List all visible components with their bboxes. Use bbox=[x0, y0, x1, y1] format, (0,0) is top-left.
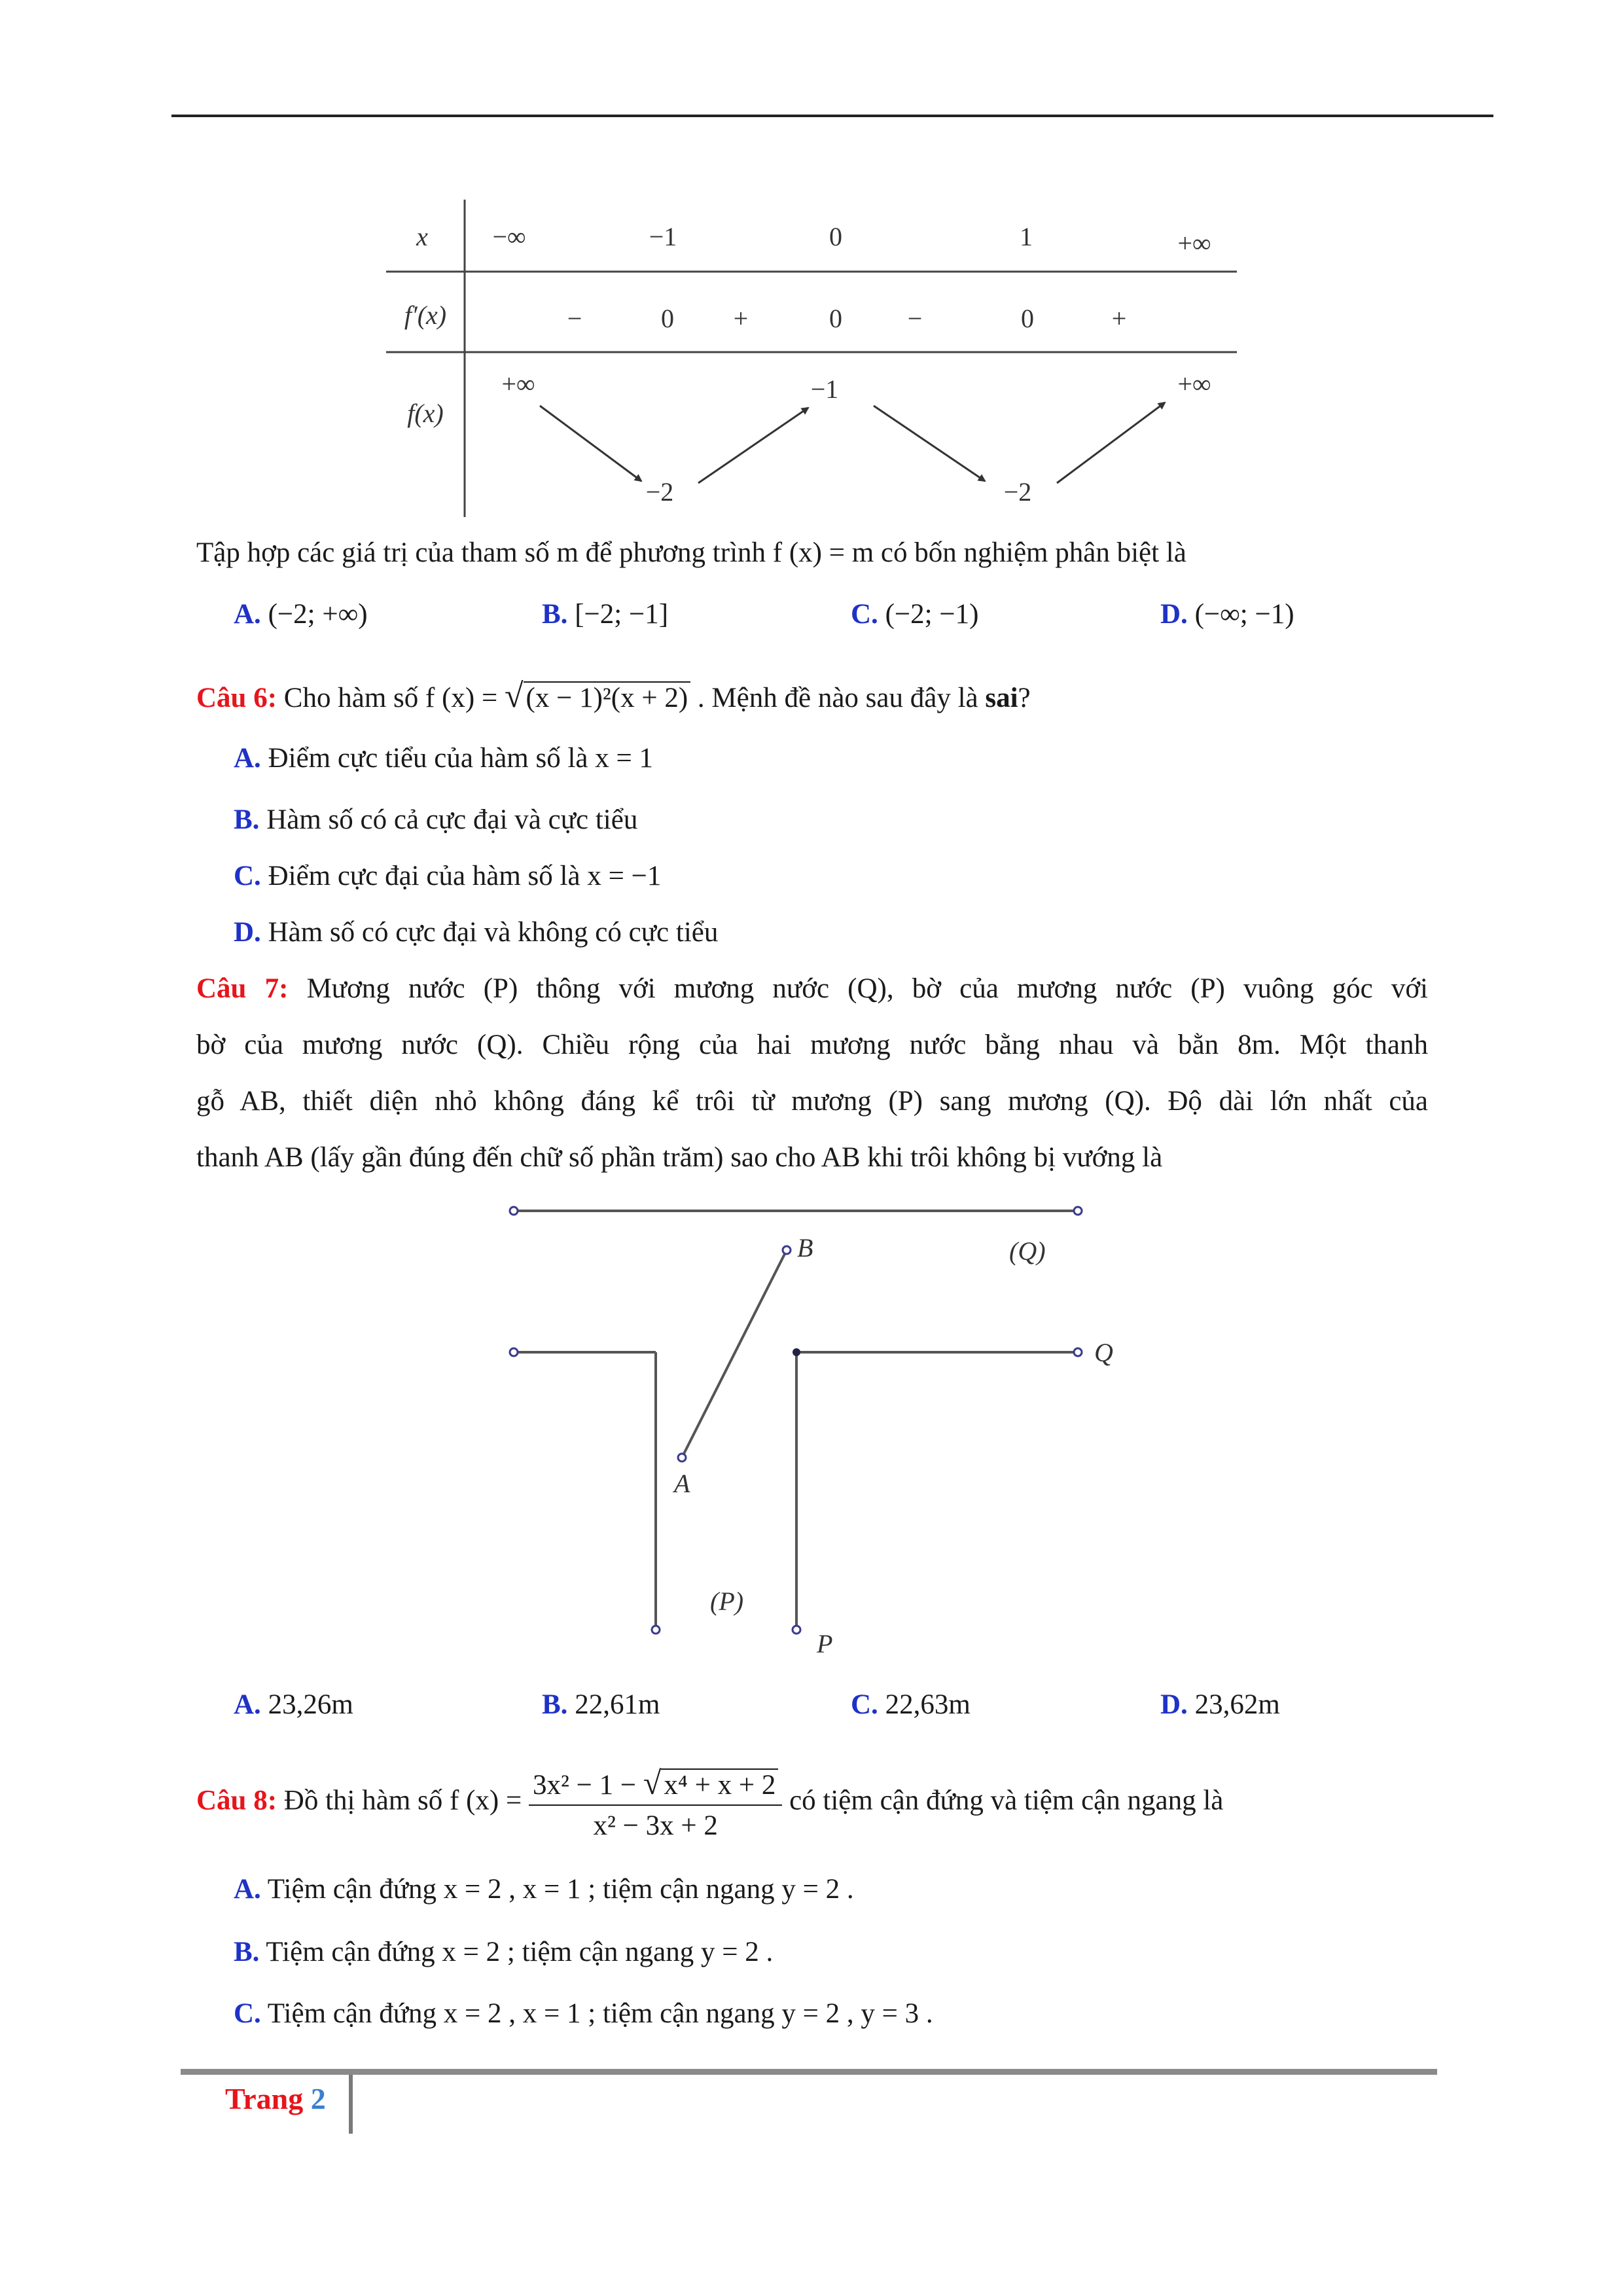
q6-stem-end: ? bbox=[1018, 683, 1031, 713]
option-label: B. bbox=[542, 1689, 568, 1720]
q7-line-3: gỗ AB, thiết diện nhỏ không đáng kể trôi từ mương (P) sang mương (Q). Độ dài lớn nhất của bbox=[196, 1086, 1428, 1117]
option-text: (−∞; −1) bbox=[1194, 599, 1294, 630]
footer-word: Trang bbox=[225, 2082, 304, 2115]
option-label: D. bbox=[234, 917, 261, 948]
option-label: D. bbox=[1160, 1689, 1188, 1720]
row-label-f: f(x) bbox=[407, 399, 444, 428]
q6-option-a[interactable] bbox=[234, 742, 653, 774]
option-text: Điểm cực tiểu của hàm số là x = 1 bbox=[268, 743, 654, 774]
q5-option-d[interactable] bbox=[1160, 598, 1294, 630]
q6-option-c[interactable] bbox=[234, 860, 661, 892]
q7-text: Mương nước (P) thông với mương nước (Q), bờ của mương nước (P) vuông góc với bbox=[306, 973, 1429, 1004]
option-text: Tiệm cận đứng x = 2 , x = 1 ; tiệm cận ngang y = 2 . bbox=[267, 1874, 854, 1905]
q8-numerator: 3x² − 1 − √x⁴ + x + 2 bbox=[529, 1764, 782, 1806]
derivative-sign: + bbox=[1111, 304, 1127, 333]
q5-stem: Tập hợp các giá trị của tham số m để phương trình f (x) = m có bốn nghiệm phân biệt là bbox=[196, 537, 1186, 568]
function-value: −1 bbox=[810, 374, 839, 404]
option-label: C. bbox=[234, 861, 261, 891]
option-text: (−2; −1) bbox=[885, 599, 979, 630]
derivative-sign: − bbox=[567, 304, 582, 333]
increase-arrow bbox=[698, 408, 808, 483]
derivative-sign: 0 bbox=[1021, 304, 1034, 333]
q7-option-d[interactable] bbox=[1160, 1689, 1280, 1721]
derivative-sign: 0 bbox=[829, 304, 842, 333]
q7-option-a[interactable] bbox=[234, 1689, 353, 1721]
decrease-arrow bbox=[874, 406, 985, 481]
option-text: Tiệm cận đứng x = 2 , x = 1 ; tiệm cận ngang y = 2 , y = 3 . bbox=[267, 1998, 933, 2029]
option-text: 22,63m bbox=[885, 1689, 971, 1720]
q8-option-b[interactable] bbox=[234, 1936, 773, 1968]
q8-option-c[interactable] bbox=[234, 1998, 933, 2030]
x-value: 0 bbox=[829, 222, 842, 251]
function-value: +∞ bbox=[501, 369, 535, 399]
option-label: B. bbox=[234, 804, 260, 835]
x-value: −1 bbox=[649, 222, 677, 251]
label-q: Q bbox=[1094, 1338, 1113, 1367]
option-label: D. bbox=[1160, 599, 1188, 630]
option-text: [−2; −1] bbox=[575, 599, 669, 630]
increase-arrow bbox=[1057, 403, 1165, 483]
x-value: 1 bbox=[1020, 222, 1033, 251]
q8-stem bbox=[196, 1764, 1223, 1842]
derivative-sign: 0 bbox=[661, 304, 674, 333]
q5-option-c[interactable] bbox=[851, 598, 978, 630]
label-b: B bbox=[797, 1233, 813, 1263]
q8-label: Câu 8: bbox=[196, 1785, 277, 1816]
beam-ab bbox=[682, 1250, 787, 1458]
q8-stem-a: Đồ thị hàm số f (x) = bbox=[283, 1785, 529, 1816]
q6-stem: Câu 6: Cho hàm số f (x) = √(x − 1)²(x + 2) . Mệnh đề nào sau đây là sai? bbox=[196, 677, 1031, 715]
function-value: −2 bbox=[645, 477, 674, 507]
q6-stem-b: . Mệnh đề nào sau đây là bbox=[697, 683, 986, 713]
x-value: +∞ bbox=[1177, 228, 1211, 258]
option-text: 23,62m bbox=[1194, 1689, 1280, 1720]
option-label: C. bbox=[851, 1689, 878, 1720]
q7-option-c[interactable] bbox=[851, 1689, 971, 1721]
footer-rule bbox=[181, 2069, 1437, 2075]
option-text: (−2; +∞) bbox=[268, 599, 368, 630]
label-q-paren: (Q) bbox=[1009, 1236, 1046, 1266]
x-value: −∞ bbox=[492, 222, 526, 251]
option-text: Tiệm cận đứng x = 2 ; tiệm cận ngang y = 2 . bbox=[266, 1937, 774, 1967]
q5-option-a[interactable] bbox=[234, 598, 368, 630]
q8-option-a[interactable] bbox=[234, 1873, 854, 1905]
q6-stem-bold: sai bbox=[985, 683, 1018, 713]
function-value: +∞ bbox=[1177, 369, 1211, 399]
canal-figure bbox=[484, 1191, 1139, 1662]
footer-divider bbox=[349, 2075, 353, 2134]
header-rule bbox=[171, 115, 1493, 117]
option-label: C. bbox=[851, 599, 878, 630]
label-p: P bbox=[817, 1629, 833, 1659]
option-text: Hàm số có cả cực đại và cực tiểu bbox=[266, 804, 638, 835]
q7-option-b[interactable] bbox=[542, 1689, 660, 1721]
q6-expr: (x − 1)²(x + 2) bbox=[524, 681, 691, 713]
q8-fraction bbox=[529, 1764, 782, 1842]
derivative-sign: − bbox=[907, 304, 923, 333]
q8-stem-b: có tiệm cận đứng và tiệm cận ngang là bbox=[789, 1785, 1224, 1816]
page-number bbox=[225, 2081, 326, 2116]
derivative-sign: + bbox=[733, 304, 749, 333]
option-label: B. bbox=[234, 1937, 260, 1967]
option-label: A. bbox=[234, 1874, 261, 1905]
q7-label: Câu 7: bbox=[196, 973, 289, 1004]
option-text: Điểm cực đại của hàm số là x = −1 bbox=[268, 861, 662, 891]
q7-line-2: bờ của mương nước (Q). Chiều rộng của hai mương nước bằng nhau và bằn 8m. Một thanh bbox=[196, 1030, 1428, 1060]
label-a: A bbox=[674, 1469, 690, 1498]
label-p-paren: (P) bbox=[710, 1587, 744, 1616]
row-label-fprime: f′(x) bbox=[404, 300, 447, 330]
option-text: Hàm số có cực đại và không có cực tiểu bbox=[268, 917, 719, 948]
option-label: C. bbox=[234, 1998, 261, 2029]
option-label: B. bbox=[542, 599, 568, 630]
q6-label: Câu 6: bbox=[196, 683, 277, 713]
option-text: 23,26m bbox=[268, 1689, 353, 1720]
option-text: 22,61m bbox=[575, 1689, 660, 1720]
option-label: A. bbox=[234, 599, 261, 630]
q7-line-4: thanh AB (lấy gần đúng đến chữ số phần trăm) sao cho AB khi trôi không bị vướng là bbox=[196, 1142, 1163, 1173]
variation-table bbox=[380, 190, 1250, 530]
option-label: A. bbox=[234, 1689, 261, 1720]
decrease-arrow bbox=[540, 406, 641, 481]
q6-option-b[interactable] bbox=[234, 804, 637, 836]
q8-denominator: x² − 3x + 2 bbox=[593, 1810, 718, 1841]
option-label: A. bbox=[234, 743, 261, 774]
q6-stem-a: Cho hàm số f (x) = bbox=[283, 683, 505, 713]
row-label-x: x bbox=[416, 222, 428, 251]
q7-line-1 bbox=[196, 973, 1428, 1005]
footer-page: 2 bbox=[310, 2082, 326, 2115]
q5-option-b[interactable] bbox=[542, 598, 668, 630]
function-value: −2 bbox=[1003, 477, 1032, 507]
q6-option-d[interactable] bbox=[234, 916, 718, 948]
